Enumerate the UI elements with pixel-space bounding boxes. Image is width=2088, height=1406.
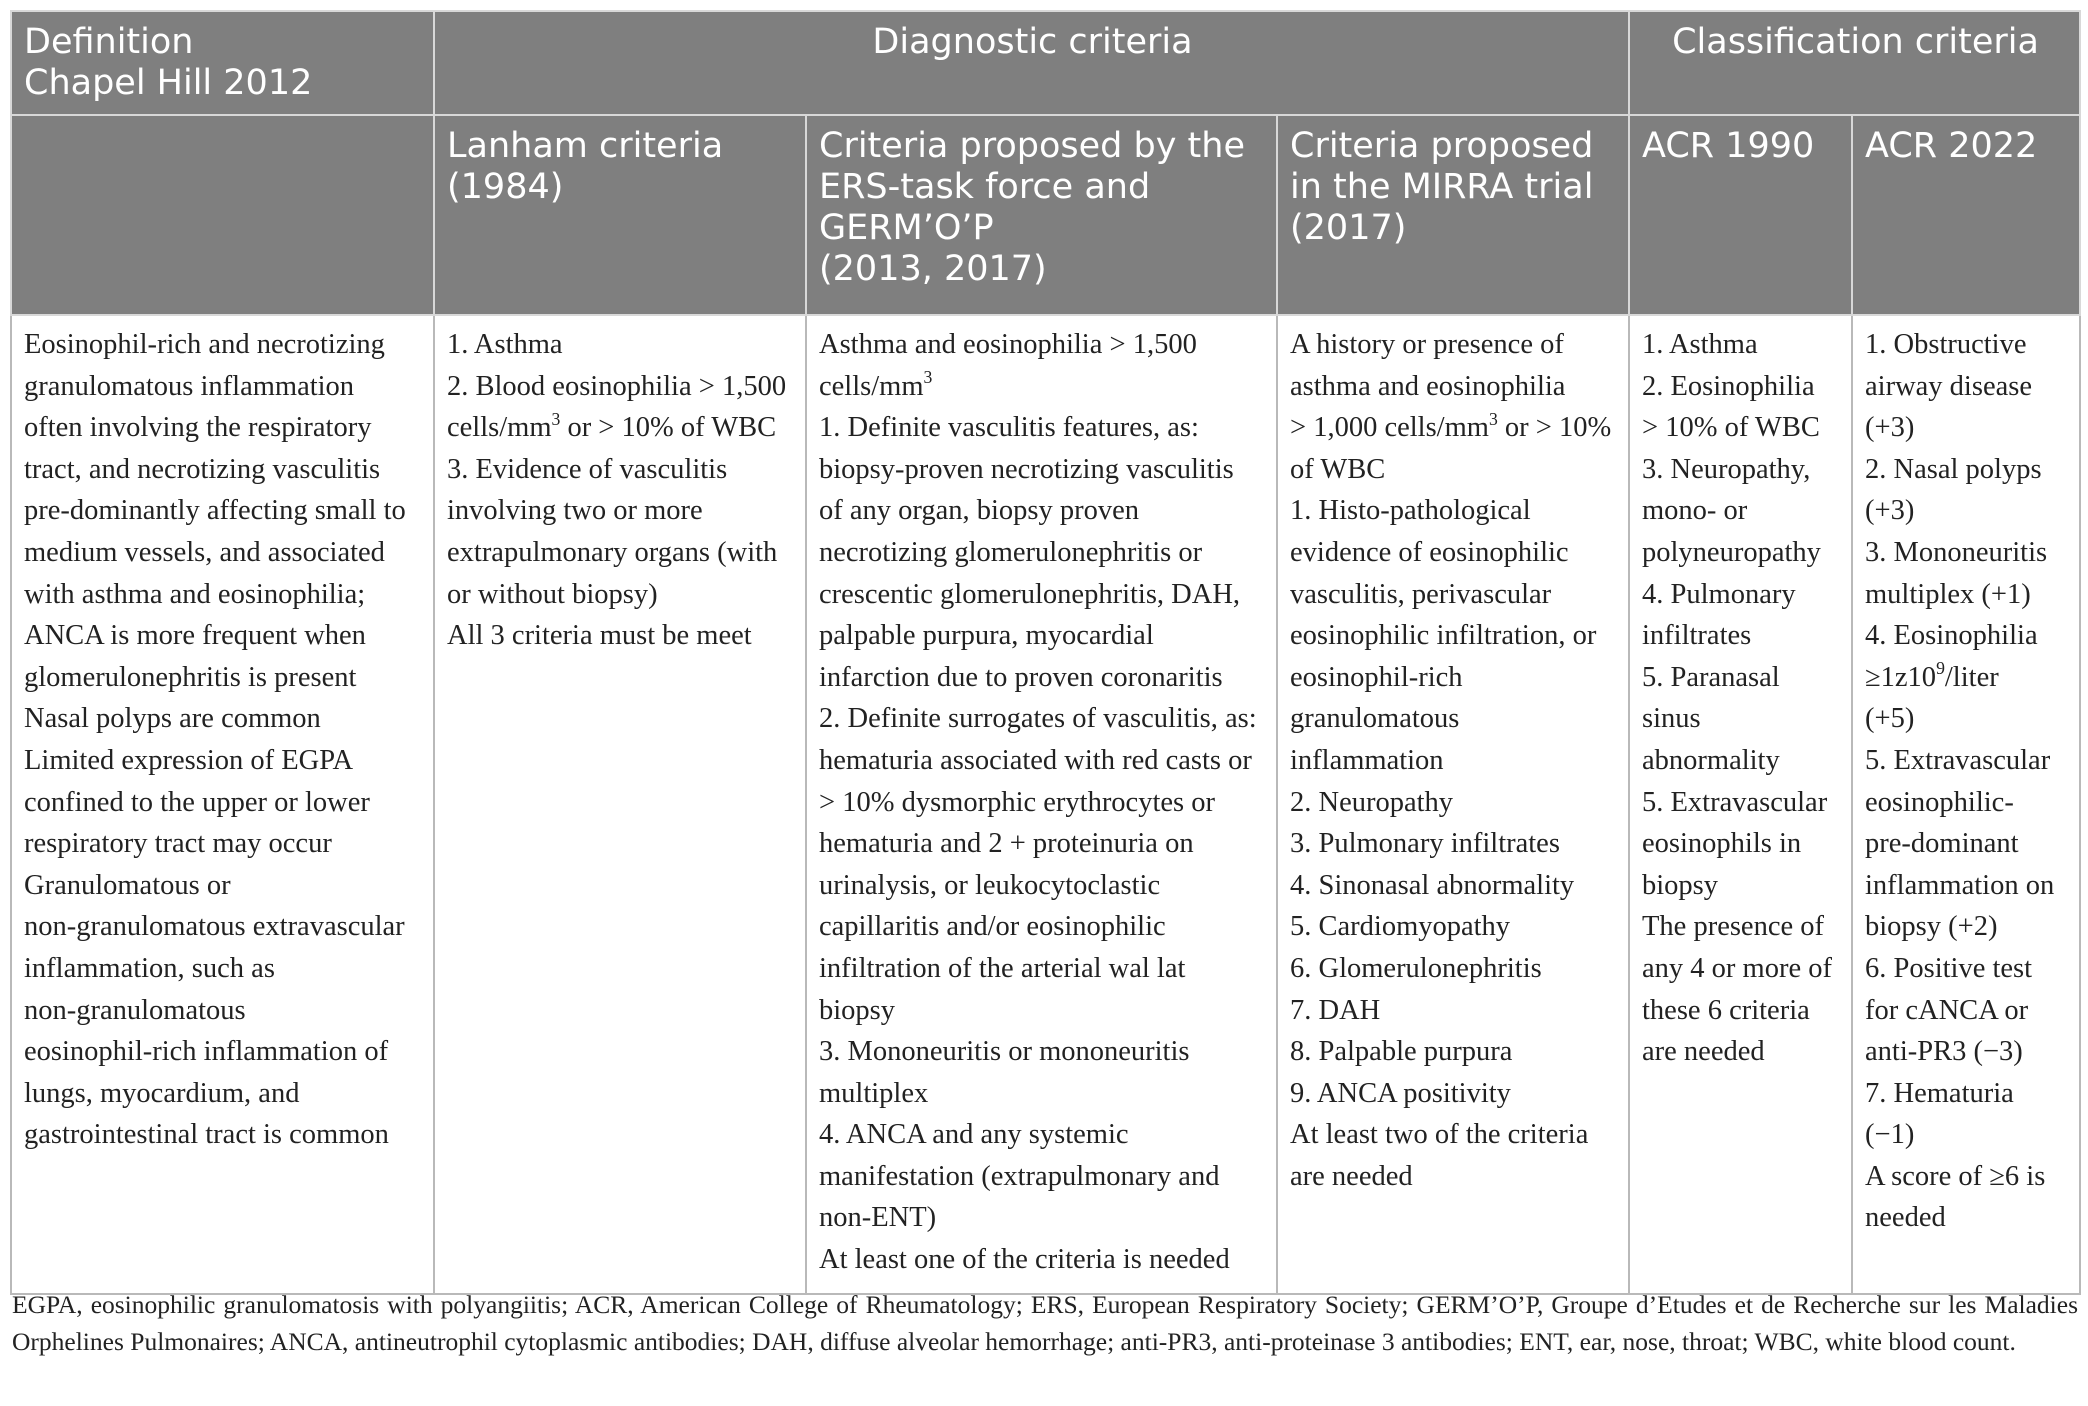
ers-line: At least one of the criteria is needed xyxy=(819,1244,1230,1276)
ers-line: hematuria and 2 + proteinuria on xyxy=(819,828,1194,860)
acr2022-line: 7. Hematuria xyxy=(1865,1077,2014,1109)
definition-line: pre-dominantly affecting small to xyxy=(24,495,406,527)
mirra-line: 2. Neuropathy xyxy=(1290,786,1454,818)
acr1990-line: infiltrates xyxy=(1642,620,1752,652)
acr1990-line: 4. Pulmonary xyxy=(1642,578,1796,610)
definition-line: confined to the upper or lower xyxy=(24,786,370,818)
ers-line: Asthma and eosinophilia > 1,500 xyxy=(819,329,1197,360)
mirra-line: vasculitis, perivascular xyxy=(1290,578,1552,610)
acr2022-line: (+3) xyxy=(1865,495,1915,527)
header-empty-cell xyxy=(11,115,434,315)
acr2022-line: 1. Obstructive xyxy=(1865,329,2027,360)
header-row-columns xyxy=(11,115,2080,315)
mirra-line: 6. Glomerulonephritis xyxy=(1290,952,1542,984)
definition-line: non-granulomatous extravascular xyxy=(24,911,405,943)
acr1990-line: 5. Extravascular xyxy=(1642,786,1828,818)
acr2022-line: A score of ≥6 is xyxy=(1865,1160,2046,1192)
ers-line: crescentic glomerulonephritis, DAH, xyxy=(819,578,1241,610)
acr2022-eos-value: ≥1z10 xyxy=(1865,661,1937,693)
ers-line: urinalysis, or leukocytoclastic xyxy=(819,869,1161,901)
definition-line: with asthma and eosinophilia; xyxy=(24,578,366,610)
mirra-line xyxy=(1290,407,1618,449)
lanham-line: involving two or more xyxy=(447,495,703,527)
acr1990-line: > 10% of WBC xyxy=(1642,412,1820,444)
header-acr2022 xyxy=(1852,115,2080,315)
cell-mirra xyxy=(1277,315,1629,1294)
acr2022-line: pre-dominant xyxy=(1865,828,2019,860)
header-mirra xyxy=(1277,115,1629,315)
mirra-line: of WBC xyxy=(1290,453,1386,485)
mirra-line: 5. Cardiomyopathy xyxy=(1290,911,1511,943)
definition-line: inflammation, such as xyxy=(24,952,275,984)
ers-line: infarction due to proven coronaritis xyxy=(819,661,1223,693)
lanham-line: 3. Evidence of vasculitis xyxy=(447,453,728,485)
acr2022-line: airway disease xyxy=(1865,370,2032,402)
header-lanham-line: Lanham criteria xyxy=(447,126,724,166)
mirra-line: 3. Pulmonary infiltrates xyxy=(1290,828,1560,860)
acr1990-line: 2. Eosinophilia xyxy=(1642,370,1815,402)
header-lanham-line: (1984) xyxy=(447,167,564,207)
acr2022-eos-unit: /liter xyxy=(1944,661,1999,693)
mirra-superscript: 3 xyxy=(1488,408,1498,429)
definition-line: lungs, myocardium, and xyxy=(24,1077,300,1109)
definition-line: eosinophil-rich inflammation of xyxy=(24,1036,389,1068)
acr2022-line: needed xyxy=(1865,1202,1946,1234)
definition-line: tract, and necrotizing vasculitis xyxy=(24,453,381,485)
lanham-line: extrapulmonary organs (with xyxy=(447,536,778,568)
mirra-line: inflammation xyxy=(1290,744,1444,776)
mirra-line: 9. ANCA positivity xyxy=(1290,1077,1511,1109)
cell-acr1990 xyxy=(1629,315,1852,1294)
ers-line: infiltration of the arterial wal lat xyxy=(819,952,1186,984)
mirra-line: are needed xyxy=(1290,1160,1413,1192)
acr2022-list-before xyxy=(1865,324,2069,657)
acr2022-line xyxy=(1865,657,2069,699)
mirra-unit: > 1,000 cells/mm xyxy=(1290,412,1489,444)
definition-line: Eosinophil-rich and necrotizing xyxy=(24,329,385,360)
definition-line: non-granulomatous xyxy=(24,994,246,1026)
mirra-wbc: or > 10% xyxy=(1497,412,1612,444)
acr2022-superscript: 9 xyxy=(1936,658,1945,679)
lanham-line: All 3 criteria must be meet xyxy=(447,620,752,652)
acr2022-line: 5. Extravascular xyxy=(1865,744,2051,776)
acr2022-line: for cANCA or xyxy=(1865,994,2029,1026)
acr2022-line: eosinophilic- xyxy=(1865,786,2014,818)
lanham-wbc: or > 10% of WBC xyxy=(560,412,777,444)
acr1990-line: mono- or xyxy=(1642,495,1748,527)
acr2022-line: inflammation on xyxy=(1865,869,2055,901)
ers-line: 1. Definite vasculitis features, as: xyxy=(819,412,1199,444)
acr1990-line: these 6 criteria xyxy=(1642,994,1810,1026)
cell-definition xyxy=(11,315,434,1294)
cell-lanham xyxy=(434,315,806,1294)
acr2022-line: 2. Nasal polyps xyxy=(1865,453,2042,485)
ers-line: 3. Mononeuritis or mononeuritis xyxy=(819,1036,1190,1068)
header-acr1990-line: ACR 1990 xyxy=(1642,126,1815,166)
header-row-groups xyxy=(11,11,2080,115)
ers-line: biopsy xyxy=(819,994,896,1026)
header-ers-line: GERM’O’P xyxy=(819,208,994,248)
mirra-line: A history or presence of xyxy=(1290,329,1564,360)
acr1990-line: 3. Neuropathy, xyxy=(1642,453,1811,485)
mirra-line: 8. Palpable purpura xyxy=(1290,1036,1513,1068)
acr2022-line: biopsy (+2) xyxy=(1865,911,1998,943)
header-ers-line: (2013, 2017) xyxy=(819,249,1047,289)
header-ers-line: ERS-task force and xyxy=(819,167,1151,207)
ers-line xyxy=(819,366,1266,408)
definition-line: granulomatous inflammation xyxy=(24,370,355,402)
ers-line: of any organ, biopsy proven xyxy=(819,495,1140,527)
cell-acr2022 xyxy=(1852,315,2080,1294)
acr1990-line: are needed xyxy=(1642,1036,1765,1068)
ers-line: 2. Definite surrogates of vasculitis, as: xyxy=(819,703,1257,735)
mirra-line: 4. Sinonasal abnormality xyxy=(1290,869,1575,901)
definition-line: Granulomatous or xyxy=(24,869,231,901)
definition-line: Limited expression of EGPA xyxy=(24,744,354,776)
acr1990-line: biopsy xyxy=(1642,869,1719,901)
mirra-line: 1. Histo-pathological xyxy=(1290,495,1531,527)
acr1990-line: any 4 or more of xyxy=(1642,952,1832,984)
definition-line: often involving the respiratory xyxy=(24,412,372,444)
acr1990-line: 1. Asthma xyxy=(1642,329,1758,360)
ers-line: hematuria associated with red casts or xyxy=(819,744,1252,776)
criteria-table xyxy=(10,10,2081,1295)
mirra-line: asthma and eosinophilia xyxy=(1290,370,1566,402)
lanham-superscript: 3 xyxy=(551,408,561,429)
acr2022-line: (−1) xyxy=(1865,1119,1915,1151)
header-lanham xyxy=(434,115,806,315)
ers-line: multiplex xyxy=(819,1077,929,1109)
mirra-line: 7. DAH xyxy=(1290,994,1381,1026)
definition-line: gastrointestinal tract is common xyxy=(24,1119,389,1151)
acr2022-line: 6. Positive test xyxy=(1865,952,2033,984)
header-acr2022-line: ACR 2022 xyxy=(1865,126,2038,166)
acr1990-line: abnormality xyxy=(1642,744,1780,776)
header-definition-line: Definition xyxy=(24,22,194,62)
lanham-line: 1. Asthma xyxy=(447,329,563,360)
ers-line: non-ENT) xyxy=(819,1202,937,1234)
header-diagnostic-criteria: Diagnostic criteria xyxy=(434,11,1629,115)
mirra-line: eosinophilic infiltration, or xyxy=(1290,620,1597,652)
mirra-line: evidence of eosinophilic xyxy=(1290,536,1569,568)
acr2022-line: 3. Mononeuritis xyxy=(1865,536,2048,568)
acr1990-line: eosinophils in xyxy=(1642,828,1802,860)
acr1990-line: 5. Paranasal xyxy=(1642,661,1780,693)
header-definition xyxy=(11,11,434,115)
mirra-line: At least two of the criteria xyxy=(1290,1119,1589,1151)
mirra-line: granulomatous xyxy=(1290,703,1460,735)
ers-line: > 10% dysmorphic erythrocytes or xyxy=(819,786,1215,818)
ers-line: biopsy-proven necrotizing vasculitis xyxy=(819,453,1234,485)
acr1990-line: polyneuropathy xyxy=(1642,536,1821,568)
acr2022-line: anti-PR3 (−3) xyxy=(1865,1036,2023,1068)
definition-line: Nasal polyps are common xyxy=(24,703,321,735)
ers-line: palpable purpura, myocardial xyxy=(819,620,1154,652)
lanham-line: 2. Blood eosinophilia > 1,500 xyxy=(447,370,787,402)
body-row xyxy=(11,315,2080,1294)
ers-superscript: 3 xyxy=(923,367,933,388)
table-footnote: EGPA, eosinophilic granulomatosis with polyangiitis; ACR, American College of Rheumatology; ERS, European Respiratory Society; GERM’O’P, Groupe d’Etudes et de Recherche sur les Maladies Orphelines Pulmonaires; ANCA, antineutrophil cytoplasmic antibodies; DAH, diffuse alveolar hemorrhage; anti-PR3, anti-proteinase 3 antibodies; ENT, ear, nose, throat; WBC, white blood count. xyxy=(12,1290,2078,1356)
acr2022-line: multiplex (+1) xyxy=(1865,578,2031,610)
header-mirra-line: Criteria proposed xyxy=(1290,126,1594,166)
mirra-line: eosinophil-rich xyxy=(1290,661,1463,693)
header-acr1990 xyxy=(1629,115,1852,315)
acr1990-line: The presence of xyxy=(1642,911,1824,943)
acr2022-list-after xyxy=(1865,698,2069,1239)
mirra-list xyxy=(1290,449,1618,1198)
header-ers xyxy=(806,115,1277,315)
acr2022-line: (+5) xyxy=(1865,703,1915,735)
header-ers-line: Criteria proposed by the xyxy=(819,126,1245,166)
acr2022-line: 4. Eosinophilia xyxy=(1865,620,2038,652)
header-mirra-line: in the MIRRA trial xyxy=(1290,167,1594,207)
ers-line: capillaritis and/or eosinophilic xyxy=(819,911,1166,943)
lanham-line xyxy=(447,407,795,449)
header-classification-criteria: Classification criteria xyxy=(1629,11,2080,115)
definition-line: medium vessels, and associated xyxy=(24,536,385,568)
cell-ers xyxy=(806,315,1277,1294)
acr1990-line: sinus xyxy=(1642,703,1701,735)
ers-list xyxy=(819,407,1266,1280)
header-definition-line: Chapel Hill 2012 xyxy=(24,63,313,103)
lanham-unit: cells/mm xyxy=(447,412,552,444)
ers-line: 4. ANCA and any systemic xyxy=(819,1119,1129,1151)
acr2022-line: (+3) xyxy=(1865,412,1915,444)
definition-line: respiratory tract may occur xyxy=(24,828,332,860)
ers-line: manifestation (extrapulmonary and xyxy=(819,1160,1220,1192)
definition-line: glomerulonephritis is present xyxy=(24,661,357,693)
ers-line: necrotizing glomerulonephritis or xyxy=(819,536,1203,568)
definition-line: ANCA is more frequent when xyxy=(24,620,366,652)
lanham-line: or without biopsy) xyxy=(447,578,658,610)
header-mirra-line: (2017) xyxy=(1290,208,1407,248)
ers-unit: cells/mm xyxy=(819,370,924,402)
